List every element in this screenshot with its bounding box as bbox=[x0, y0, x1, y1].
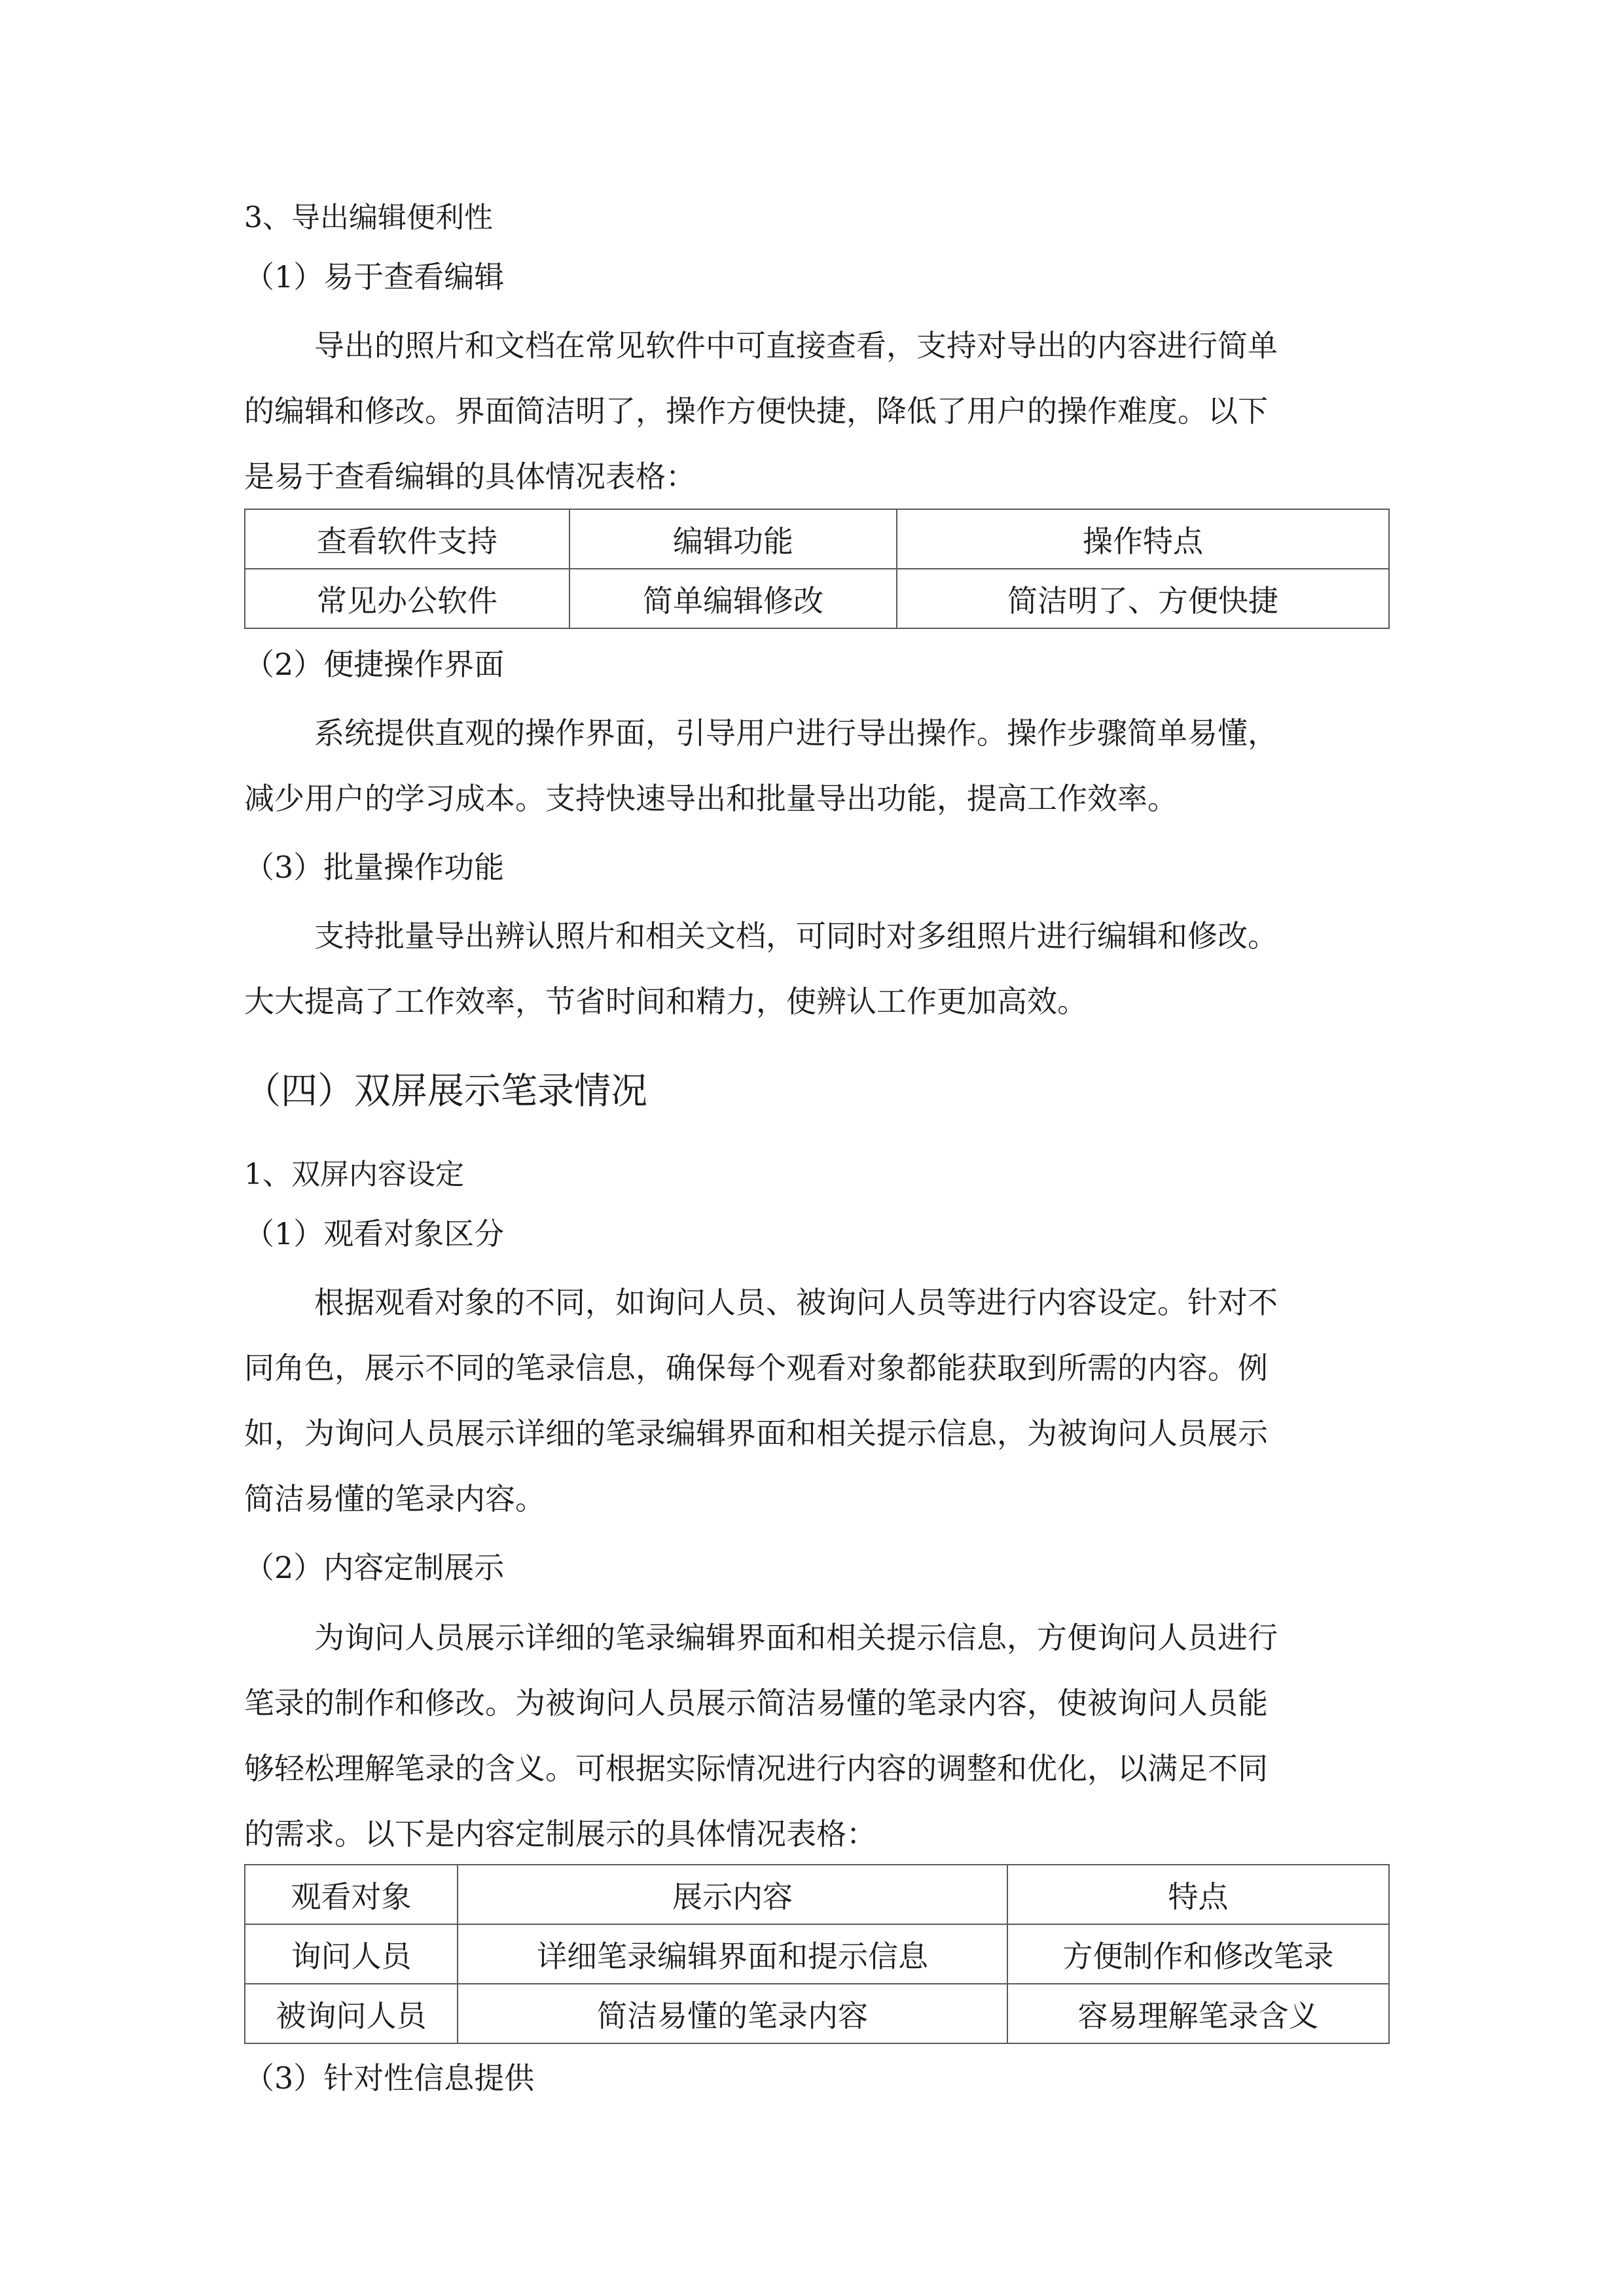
table-row bbox=[245, 1924, 1389, 1984]
subsection-title-2: （2）内容定制展示 bbox=[244, 1550, 505, 1585]
table-header-row bbox=[245, 509, 1389, 569]
section-heading-3: 3、导出编辑便利性 bbox=[244, 201, 493, 234]
paragraph-line: 简洁易懂的笔录内容。 bbox=[244, 1481, 545, 1516]
table-header-cell: 编辑功能 bbox=[569, 509, 897, 569]
table-header-cell: 查看软件支持 bbox=[245, 509, 569, 569]
paragraph-line: 根据观看对象的不同，如询问人员、被询问人员等进行内容设定。针对不 bbox=[314, 1285, 1278, 1320]
table-cell: 简单编辑修改 bbox=[569, 569, 897, 628]
paragraph-line: 系统提供直观的操作界面，引导用户进行导出操作。操作步骤简单易懂， bbox=[314, 715, 1278, 751]
table-cell: 询问人员 bbox=[245, 1924, 458, 1984]
paragraph-line: 如，为询问人员展示详细的笔录编辑界面和相关提示信息，为被询问人员展示 bbox=[244, 1416, 1268, 1451]
content-customization-table bbox=[244, 1864, 1390, 2044]
subsection-title-3: （3）针对性信息提供 bbox=[244, 2060, 535, 2096]
subsection-title-1: （1）观看对象区分 bbox=[244, 1216, 505, 1251]
paragraph-line: 支持批量导出辨认照片和相关文档，可同时对多组照片进行编辑和修改。 bbox=[314, 918, 1278, 954]
paragraph-line: 大大提高了工作效率，节省时间和精力，使辨认工作更加高效。 bbox=[244, 984, 1087, 1019]
table-row bbox=[245, 1984, 1389, 2043]
paragraph-line: 的编辑和修改。界面简洁明了，操作方便快捷，降低了用户的操作难度。以下 bbox=[244, 393, 1268, 429]
subsection-title-1: （1）易于查看编辑 bbox=[244, 259, 505, 295]
section-heading-4: （四）双屏展示笔录情况 bbox=[244, 1070, 647, 1113]
table-cell: 方便制作和修改笔录 bbox=[1007, 1924, 1389, 1984]
paragraph-line: 导出的照片和文档在常见软件中可直接查看，支持对导出的内容进行简单 bbox=[314, 328, 1278, 363]
view-edit-table bbox=[244, 509, 1390, 629]
table-header-row bbox=[245, 1865, 1389, 1924]
table-row bbox=[245, 569, 1389, 628]
table-cell: 详细笔录编辑界面和提示信息 bbox=[458, 1924, 1007, 1984]
paragraph-line: 是易于查看编辑的具体情况表格： bbox=[244, 459, 696, 494]
section-heading-4-1: 1、双屏内容设定 bbox=[244, 1158, 464, 1191]
table-cell: 常见办公软件 bbox=[245, 569, 569, 628]
table-cell: 被询问人员 bbox=[245, 1984, 458, 2043]
table-cell: 简洁易懂的笔录内容 bbox=[458, 1984, 1007, 2043]
table-cell: 简洁明了、方便快捷 bbox=[897, 569, 1389, 628]
paragraph-line: 减少用户的学习成本。支持快速导出和批量导出功能，提高工作效率。 bbox=[244, 781, 1178, 816]
paragraph-line: 的需求。以下是内容定制展示的具体情况表格： bbox=[244, 1816, 876, 1852]
subsection-title-2: （2）便捷操作界面 bbox=[244, 647, 505, 682]
paragraph-line: 同角色，展示不同的笔录信息，确保每个观看对象都能获取到所需的内容。例 bbox=[244, 1350, 1268, 1386]
table-header-cell: 展示内容 bbox=[458, 1865, 1007, 1924]
paragraph-line: 够轻松理解笔录的含义。可根据实际情况进行内容的调整和优化，以满足不同 bbox=[244, 1751, 1268, 1786]
paragraph-line: 笔录的制作和修改。为被询问人员展示简洁易懂的笔录内容，使被询问人员能 bbox=[244, 1685, 1268, 1721]
subsection-title-3: （3）批量操作功能 bbox=[244, 850, 505, 885]
table-header-cell: 观看对象 bbox=[245, 1865, 458, 1924]
table-header-cell: 操作特点 bbox=[897, 509, 1389, 569]
paragraph-line: 为询问人员展示详细的笔录编辑界面和相关提示信息，方便询问人员进行 bbox=[314, 1620, 1278, 1655]
table-cell: 容易理解笔录含义 bbox=[1007, 1984, 1389, 2043]
table-header-cell: 特点 bbox=[1007, 1865, 1389, 1924]
